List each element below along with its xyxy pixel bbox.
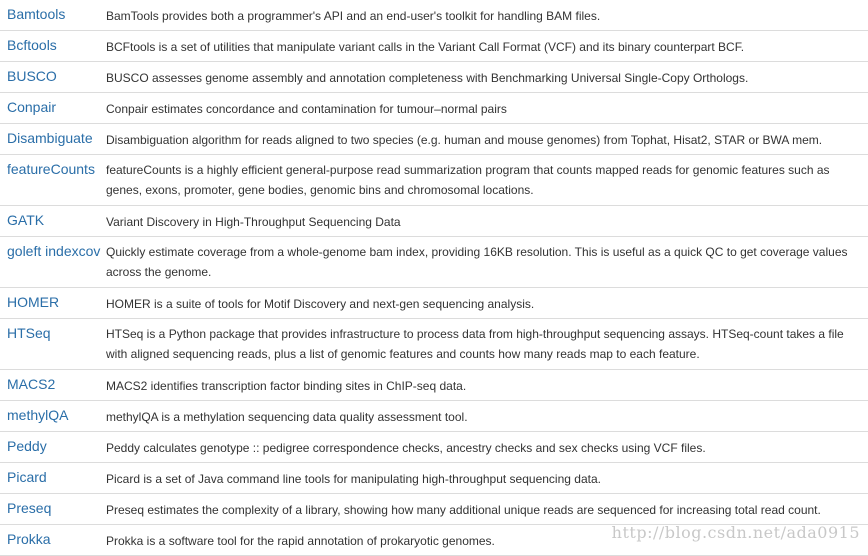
tool-name-link[interactable]: methylQA (7, 407, 69, 423)
table-row (0, 319, 868, 370)
table-row (0, 401, 868, 432)
tool-description: Picard is a set of Java command line tools for manipulating high-throughput sequencing data. (106, 472, 601, 486)
table-row (0, 155, 868, 206)
tool-name-link[interactable]: HTSeq (7, 325, 51, 341)
table-row (0, 463, 868, 494)
watermark: http://blog.csdn.net/ada0915 (611, 523, 860, 542)
tool-name-link[interactable]: Peddy (7, 438, 47, 454)
table-row (0, 124, 868, 155)
tool-name-link[interactable]: Prokka (7, 531, 51, 547)
tool-name-link[interactable]: Conpair (7, 99, 57, 115)
tool-description: HOMER is a suite of tools for Motif Discovery and next-gen sequencing analysis. (106, 297, 535, 311)
tool-name-link[interactable]: GATK (7, 212, 45, 228)
tool-name-link[interactable]: Bcftools (7, 37, 57, 53)
tool-name-link[interactable]: HOMER (7, 294, 60, 310)
tool-name-link[interactable]: Preseq (7, 500, 52, 516)
tool-description: BCFtools is a set of utilities that manipulate variant calls in the Variant Call Format (VCF) and its binary counterpart BCF. (106, 40, 745, 54)
table-row (0, 0, 868, 31)
tool-name-link[interactable]: BUSCO (7, 68, 57, 84)
tool-description: Preseq estimates the complexity of a library, showing how many additional unique reads are sequenced for increasing total read count. (106, 503, 821, 517)
tool-description: Prokka is a software tool for the rapid annotation of prokaryotic genomes. (106, 534, 495, 548)
tool-description: featureCounts is a highly efficient general-purpose read summarization program that counts mapped reads for genomic features such as genes, exons, promoter, gene bodies, genomic bins and chromosomal locations. (106, 163, 830, 197)
tool-name-link[interactable]: MACS2 (7, 376, 56, 392)
table-row (0, 370, 868, 401)
tool-description: Quickly estimate coverage from a whole-genome bam index, providing 16KB resolution. This is useful as a quick QC to get coverage values across the genome. (106, 245, 848, 279)
tool-name-link[interactable]: featureCounts (7, 161, 95, 177)
tool-description: Variant Discovery in High-Throughput Sequencing Data (106, 215, 401, 229)
tool-description: Conpair estimates concordance and contamination for tumour–normal pairs (106, 102, 507, 116)
tool-description: BamTools provides both a programmer's API and an end-user's toolkit for handling BAM files. (106, 9, 601, 23)
tool-name-link[interactable]: goleft indexcov (7, 243, 101, 259)
table-row (0, 288, 868, 319)
table-row (0, 31, 868, 62)
tool-name-link[interactable]: Bamtools (7, 6, 66, 22)
tool-description: Peddy calculates genotype :: pedigree correspondence checks, ancestry checks and sex checks using VCF files. (106, 441, 706, 455)
tool-description: MACS2 identifies transcription factor binding sites in ChIP-seq data. (106, 379, 467, 393)
table-row (0, 206, 868, 237)
tool-description: methylQA is a methylation sequencing data quality assessment tool. (106, 410, 468, 424)
tool-description: BUSCO assesses genome assembly and annotation completeness with Benchmarking Universal Single-Copy Orthologs. (106, 71, 749, 85)
table-row (0, 525, 868, 556)
tool-description: Disambiguation algorithm for reads aligned to two species (e.g. human and mouse genomes) from Tophat, Hisat2, STAR or BWA mem. (106, 133, 823, 147)
tool-name-link[interactable]: Picard (7, 469, 47, 485)
tool-description: HTSeq is a Python package that provides infrastructure to process data from high-throughput sequencing assays. HTSeq-count takes a file with aligned sequencing reads, plus a list of genomic features and counts how many reads map to each feature. (106, 327, 844, 361)
table-row (0, 93, 868, 124)
table-row (0, 62, 868, 93)
table-row (0, 432, 868, 463)
table-row (0, 237, 868, 288)
tool-name-link[interactable]: Disambiguate (7, 130, 93, 146)
table-row (0, 494, 868, 525)
